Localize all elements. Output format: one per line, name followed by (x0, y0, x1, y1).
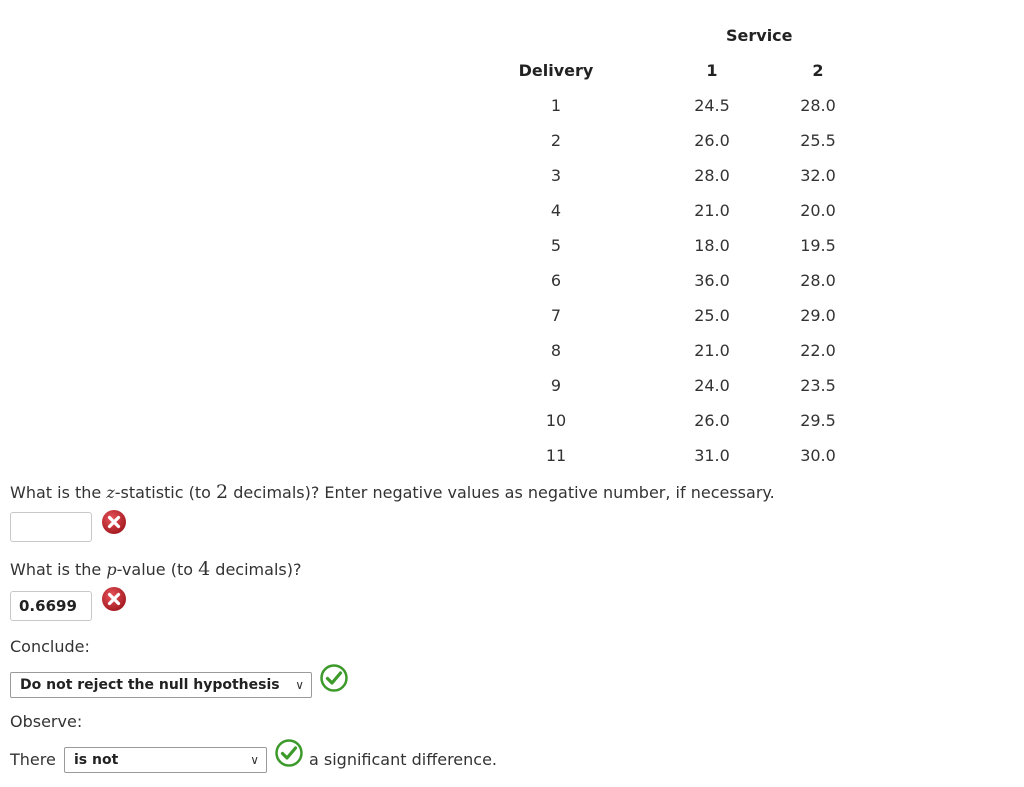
p-question-prefix: What is the (10, 560, 107, 579)
conclude-label: Conclude: (10, 637, 90, 656)
service1-cell: 21.0 (694, 341, 730, 360)
p-value-input[interactable]: 0.6699 (10, 591, 92, 621)
delivery-cell: 1 (550, 96, 562, 115)
delivery-cell: 10 (545, 411, 567, 430)
z-question-prefix: What is the (10, 483, 107, 502)
conclude-select[interactable] (10, 672, 312, 698)
delivery-cell: 4 (550, 201, 562, 220)
service2-cell: 23.5 (800, 376, 836, 395)
z-statistic-input[interactable] (10, 512, 92, 542)
delivery-cell: 8 (550, 341, 562, 360)
observe-suffix: a significant difference. (309, 750, 497, 769)
delivery-cell: 7 (550, 306, 562, 325)
service2-cell: 29.0 (800, 306, 836, 325)
observe-select[interactable] (64, 747, 267, 773)
z-question-suffix: decimals)? Enter negative values as negative number, if necessary. (228, 483, 775, 502)
check-circle-icon (320, 664, 348, 692)
p-question-suffix: decimals)? (210, 560, 302, 579)
delivery-cell: 6 (550, 271, 562, 290)
service2-cell: 32.0 (800, 166, 836, 185)
x-circle-icon (101, 509, 127, 535)
p-decimals: 4 (198, 558, 211, 580)
p-question-text (10, 558, 301, 581)
service2-cell: 22.0 (800, 341, 836, 360)
z-variable: z (106, 483, 115, 502)
z-question-text (10, 481, 775, 504)
chevron-down-icon: ∨ (295, 678, 304, 692)
observe-selected-value: is not (74, 752, 119, 768)
delivery-cell: 3 (550, 166, 562, 185)
service1-cell: 26.0 (694, 411, 730, 430)
service1-cell: 24.0 (694, 376, 730, 395)
service1-cell: 26.0 (694, 131, 730, 150)
service1-cell: 28.0 (694, 166, 730, 185)
z-decimals: 2 (216, 481, 229, 503)
observe-prefix: There (10, 750, 56, 769)
service-col-1-header: 1 (706, 61, 718, 80)
service2-cell: 19.5 (800, 236, 836, 255)
delivery-header: Delivery (518, 61, 594, 80)
conclude-selected-value: Do not reject the null hypothesis (20, 677, 280, 693)
delivery-cell: 11 (545, 446, 567, 465)
service2-cell: 25.5 (800, 131, 836, 150)
z-question-mid: -statistic (to (114, 483, 217, 502)
service1-cell: 18.0 (694, 236, 730, 255)
delivery-cell: 2 (550, 131, 562, 150)
service2-cell: 30.0 (800, 446, 836, 465)
service1-cell: 36.0 (694, 271, 730, 290)
p-question-mid: -value (to (116, 560, 199, 579)
service-col-2-header: 2 (812, 61, 824, 80)
service2-cell: 29.5 (800, 411, 836, 430)
check-circle-icon (275, 739, 303, 767)
service2-cell: 20.0 (800, 201, 836, 220)
observe-label: Observe: (10, 712, 83, 731)
x-circle-icon (101, 586, 127, 612)
p-variable: p (106, 560, 117, 579)
service1-cell: 24.5 (694, 96, 730, 115)
service1-cell: 21.0 (694, 201, 730, 220)
service-header: Service (726, 26, 793, 45)
delivery-cell: 5 (550, 236, 562, 255)
service1-cell: 31.0 (694, 446, 730, 465)
chevron-down-icon: ∨ (250, 753, 259, 767)
service2-cell: 28.0 (800, 271, 836, 290)
service2-cell: 28.0 (800, 96, 836, 115)
service1-cell: 25.0 (694, 306, 730, 325)
delivery-cell: 9 (550, 376, 562, 395)
